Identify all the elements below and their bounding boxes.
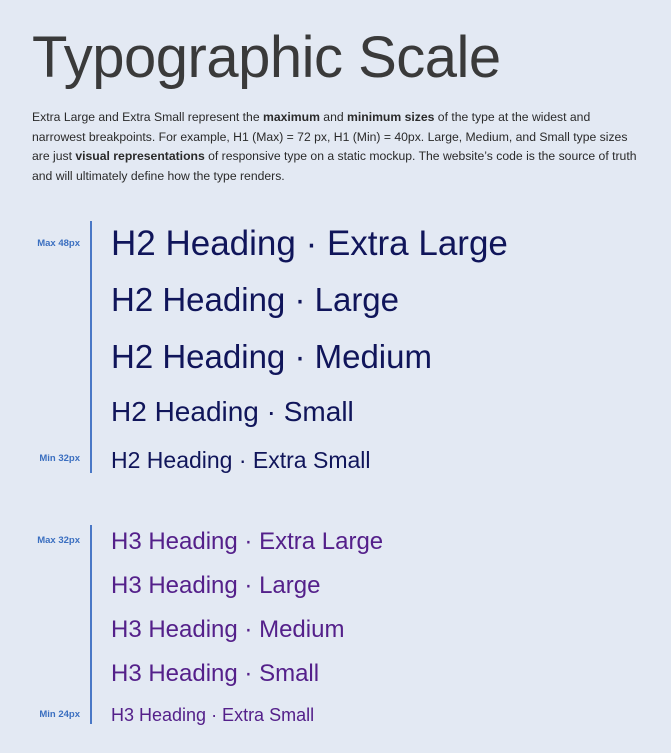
h2-sample-small: H2 Heading · Small [111, 396, 354, 427]
description [32, 108, 644, 186]
h3-sample-extra-small: H3 Heading · Extra Small [111, 705, 315, 725]
h3-sample-small: H3 Heading · Small [111, 660, 320, 687]
h2-max-label: Max 48px [37, 238, 80, 249]
h3-scale-line [90, 525, 92, 724]
description-bold-visual-representations: visual representations [75, 149, 205, 163]
page-title: Typographic Scale [32, 25, 501, 90]
h3-min-label: Min 24px [39, 709, 80, 720]
h3-sample-medium: H3 Heading · Medium [111, 616, 345, 643]
h3-sample-large: H3 Heading · Large [111, 572, 321, 599]
description-text-4: of responsive type on a static mockup. The website’s code is the source of truth and will ultimately define how the type renders. [32, 149, 637, 183]
description-text-2: and [319, 110, 348, 124]
description-text-3: of the type at the widest and narrowest breakpoints. For example, H1 (Max) = 72 px, H1 (Min) = 40px. Large, Medium, and Small type sizes are just [32, 110, 628, 163]
h2-sample-large: H2 Heading · Large [111, 281, 400, 318]
description-bold-minimum-sizes: minimum sizes [347, 110, 435, 124]
h2-sample-medium: H2 Heading · Medium [111, 338, 432, 375]
h2-scale-line [90, 221, 92, 473]
h2-min-label: Min 32px [39, 453, 80, 464]
h2-sample-extra-small: H2 Heading · Extra Small [111, 447, 371, 473]
h2-sample-extra-large: H2 Heading · Extra Large [111, 224, 508, 263]
h3-max-label: Max 32px [37, 535, 80, 546]
h3-sample-extra-large: H3 Heading · Extra Large [111, 528, 384, 555]
description-text-1: Extra Large and Extra Small represent the [32, 110, 264, 124]
description-bold-maximum: maximum [263, 110, 320, 124]
